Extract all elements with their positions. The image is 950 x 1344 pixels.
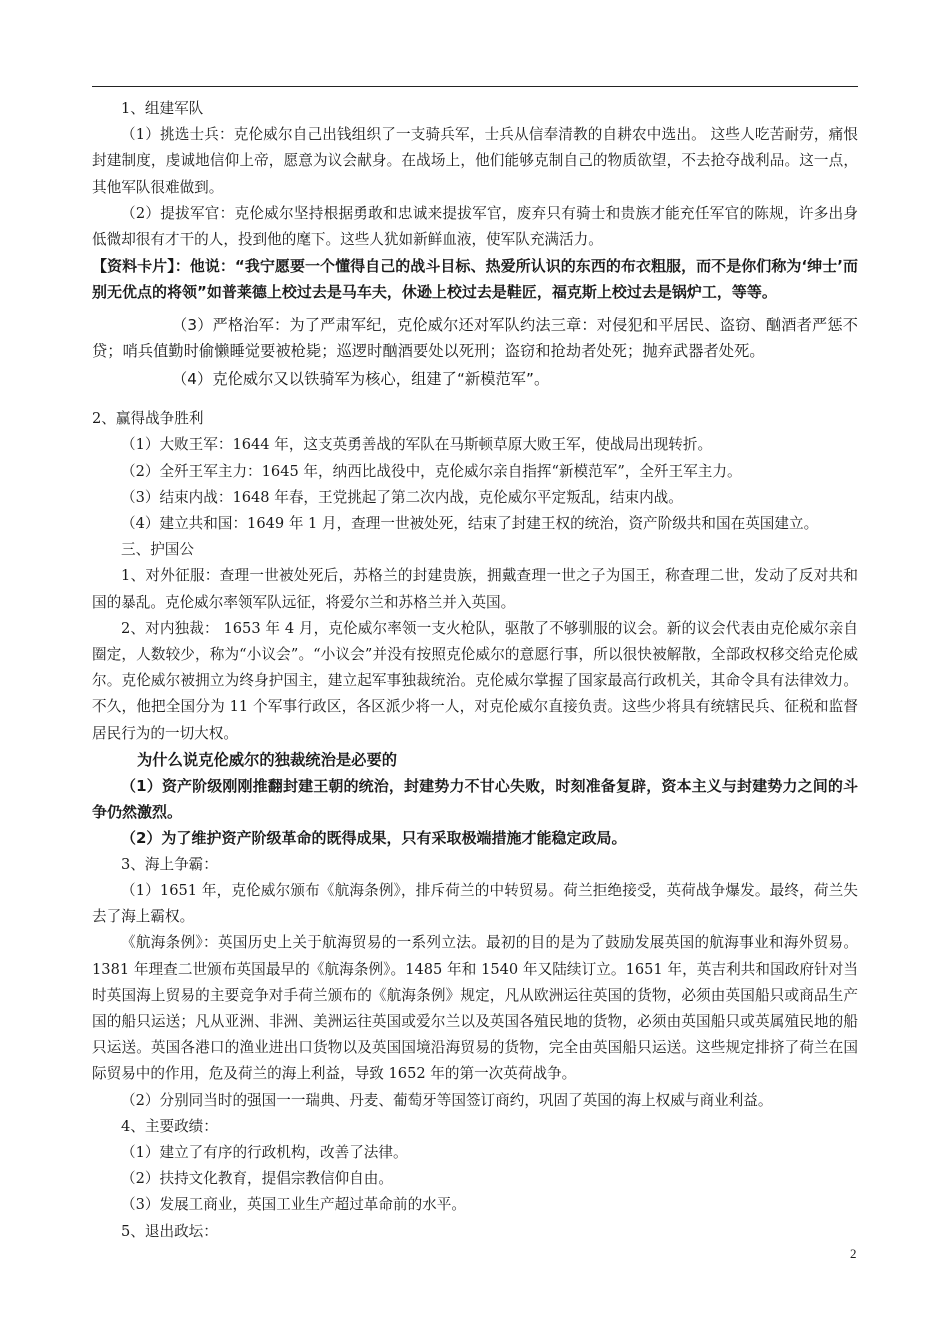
paragraph-navigation-act-explained: 《航海条例》：英国历史上关于航海贸易的一系列立法。最初的目的是为了鼓励发展英国的航海事业和海外贸易。1381 年理查二世颁布英国最早的《航海条例》。1485 年和 1540 年又陆续订立。1651 年，英吉利共和国政府针对当时英国海上贸易的主要竞争对手荷兰颁布的《航海条例》规定，凡从欧洲运往英国的货物，必须由英国船只或商品生产国的船只运送；凡从亚洲、非洲、美洲运往英国或爱尔兰以及英国各殖民地的货物，必须由英国船只或英属殖民地的船只运送。英国各港口的渔业进出口货物以及英国国境沿海贸易的货物，完全由英国船只运送。这些规定排挤了荷兰在国际贸易中的作用，危及荷兰的海上利益，导致 1652 年的第一次英荷战争。 (92, 934, 858, 1083)
header-rule (92, 86, 858, 87)
spacer (92, 396, 858, 406)
paragraph-strict-discipline: （3）严格治军：为了严肃军纪，克伦威尔还对军队约法三章：对侵犯和平居民、盗窃、酗酒者严惩不贷；哨兵值勤时偷懒睡觉要被枪毙；巡逻时酗酒要处以死刑；盗窃和抢劫者处死；抛弃武器者处死。 (92, 315, 858, 360)
reason-two: （2）为了维护资产阶级革命的既得成果，只有采取极端措施才能稳定政局。 (121, 829, 627, 848)
achievement-culture: （2）扶持文化教育，提倡宗教信仰自由。 (121, 1170, 393, 1188)
paragraph-end-civil-war: （3）结束内战：1648 年春，王党挑起了第二次内战，克伦威尔平定叛乱，结束内战。 (121, 488, 683, 506)
section-heading-lord-protector: 三、护国公 (121, 541, 194, 559)
page-number: 2 (850, 1246, 857, 1261)
achievement-industry: （3）发展工商业，英国工业生产超过革命前的水平。 (121, 1196, 466, 1214)
section-heading-achievements: 4、主要政绩： (121, 1117, 218, 1135)
paragraph-annihilate-main-force: （2）全歼王军主力：1645 年，纳西比战役中，克伦威尔亲自指挥“新模范军”，全歼王军主力。 (121, 462, 742, 480)
section-heading-maritime: 3、海上争霸： (121, 855, 218, 873)
question-heading: 为什么说克伦威尔的独裁统治是必要的 (137, 750, 398, 769)
section-heading-victory: 2、赢得战争胜利 (92, 410, 204, 428)
reason-one: （1）资产阶级刚刚推翻封建王朝的统治，封建势力不甘心失败，时刻准备复辟，资本主义与封建势力之间的斗争仍然激烈。 (92, 777, 858, 822)
paragraph-trade-treaties: （2）分别同当时的强国一一瑞典、丹麦、葡萄牙等国签订商约，巩固了英国的海上权威与商业利益。 (121, 1091, 773, 1109)
paragraph-new-model-army: （4）克伦威尔又以铁骑军为核心，组建了“新模范军”。 (172, 370, 550, 389)
document-body (92, 96, 858, 1245)
info-card-paragraph: 【资料卡片】：他说：“我宁愿要一个懂得自己的战斗目标、热爱所认识的东西的布衣粗服，而不是你们称为‘绅士’而别无优点的将领”如普莱德上校过去是马车夫，休逊上校过去是鞋匠，福克斯上校过去是锅炉工，等等。 (92, 257, 858, 302)
paragraph-navigation-act: （1）1651 年，克伦威尔颁布《航海条例》，排斥荷兰的中转贸易。荷兰拒绝接受，英荷战争爆发。最终，荷兰失去了海上霸权。 (92, 881, 858, 926)
paragraph-promote-officers: （2）提拔军官：克伦威尔坚持根据勇敢和忠诚来提拔军官，废弃只有骑士和贵族才能充任军官的陈规，许多出身低微却很有才干的人，投到他的麾下。这些人犹如新鲜血液，使军队充满活力。 (92, 204, 858, 249)
paragraph-establish-republic: （4）建立共和国：1649 年 1 月，查理一世被处死，结束了封建王权的统治，资产阶级共和国在英国建立。 (121, 515, 819, 533)
section-heading-army: 1、组建军队 (121, 100, 204, 117)
paragraph-select-soldiers: （1）挑选士兵：克伦威尔自己出钱组织了一支骑兵军，士兵从信奉清教的自耕农中选出。 这些人吃苦耐劳，痛恨封建制度，虔诚地信仰上帝，愿意为议会献身。在战场上，他们能够克制自己的物质欲望，不去抢夺战利品。这一点，其他军队很难做到。 (92, 126, 858, 196)
paragraph-defeat-royal-army: （1）大败王军：1644 年，这支英勇善战的军队在马斯顿草原大败王军，使战局出现转折。 (121, 436, 713, 454)
achievement-administration: （1）建立了有序的行政机构，改善了法律。 (121, 1143, 408, 1161)
section-heading-exit-politics: 5、退出政坛： (121, 1222, 218, 1240)
paragraph-domestic-dictatorship: 2、对内独裁： 1653 年 4 月，克伦威尔率领一支火枪队，驱散了不够驯服的议会。新的议会代表由克伦威尔亲自圈定，人数较少，称为“小议会”。“小议会”并没有按照克伦威尔的意愿行事，所以很快被解散，全部政权移交给克伦威尔。克伦威尔被拥立为终身护国主，建立起军事独裁统治。克伦威尔掌握了国家最高行政机关，其命令具有法律效力。不久，他把全国分为 11 个军事行政区，各区派少将一人，对克伦威尔直接负责。这些少将具有统辖民兵、征税和监督居民行为的一切大权。 (92, 619, 858, 742)
paragraph-foreign-conquest: 1、对外征服：查理一世被处死后，苏格兰的封建贵族，拥戴查理一世之子为国王，称查理二世，发动了反对共和国的暴乱。克伦威尔率领军队远征，将爱尔兰和苏格兰并入英国。 (92, 567, 858, 611)
